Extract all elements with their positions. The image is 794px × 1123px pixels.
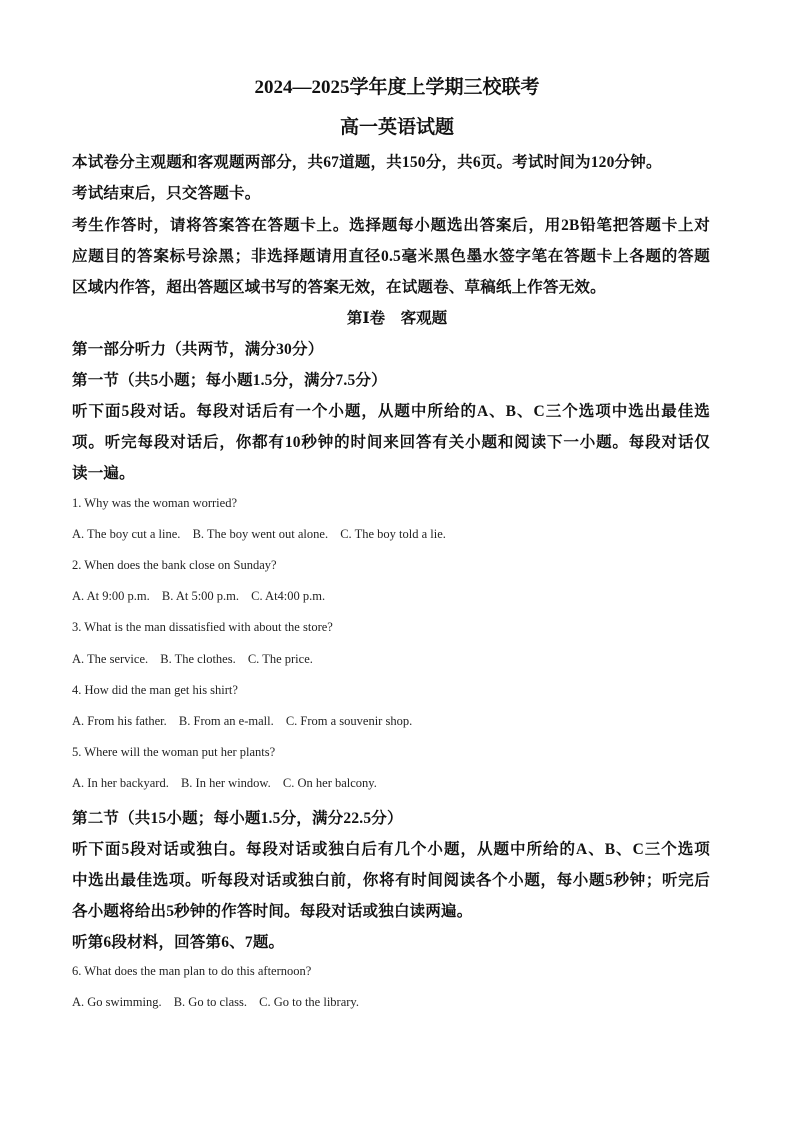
volume-heading: 第Ⅰ卷 客观题 xyxy=(346,310,448,327)
instruction-line-1: 本试卷分主观题和客观题两部分，共67道题，共150分，共6页。考试时间为120分钟。 xyxy=(72,154,662,171)
option-b: B. At 5:00 p.m. xyxy=(161,589,240,603)
exam-subtitle: 高一英语试题 xyxy=(339,117,454,138)
option-a: A. The boy cut a line. xyxy=(72,527,181,541)
section2-directions-line-2: 中选出最佳选项。听每段对话或独白前，你将有时间阅读各个小题，每小题5秒钟；听完后 xyxy=(72,872,710,889)
question-stem: 5. Where will the woman put her plants? xyxy=(72,745,276,759)
option-a: A. Go swimming. xyxy=(72,995,162,1009)
question-options xyxy=(72,714,421,729)
option-c: C. The boy told a lie. xyxy=(340,527,446,541)
option-b: B. From an e-mall. xyxy=(178,714,274,728)
section2-directions-line-3: 各小题将给出5秒钟的作答时间。每段对话或独白读两遍。 xyxy=(72,903,473,920)
section1-directions-line-1: 听下面5段对话。每段对话后有一个小题，从题中所给的A、B、C三个选项中选出最佳选 xyxy=(72,403,710,420)
section1-directions-line-2: 项。听完每段对话后，你都有10秒钟的时间来回答有关小题和阅读下一小题。每段对话仅 xyxy=(72,434,710,451)
question-options xyxy=(72,652,322,667)
option-b: B. Go to class. xyxy=(173,995,247,1009)
option-c: C. The price. xyxy=(247,652,313,666)
section2-heading: 第二节（共15小题；每小题1.5分，满分22.5分） xyxy=(72,810,403,827)
option-b: B. The boy went out alone. xyxy=(192,527,329,541)
section1-heading: 第一节（共5小题；每小题1.5分，满分7.5分） xyxy=(72,372,387,389)
part1-heading: 第一部分听力（共两节，满分30分） xyxy=(72,341,324,358)
exam-title: 2024—2025学年度上学期三校联考 xyxy=(254,77,540,98)
option-a: A. The service. xyxy=(72,652,149,666)
section2-directions-line-1: 听下面5段对话或独白。每段对话或独白后有几个小题，从题中所给的A、B、C三个选项 xyxy=(72,841,710,858)
instruction-line-5: 区域内作答，超出答题区域书写的答案无效，在试题卷、草稿纸上作答无效。 xyxy=(72,279,606,296)
material-heading: 听第6段材料，回答第6、7题。 xyxy=(72,934,285,951)
option-a: A. In her backyard. xyxy=(72,776,169,790)
question-options xyxy=(72,589,334,604)
question-stem: 2. When does the bank close on Sunday? xyxy=(72,558,277,572)
option-c: C. Go to the library. xyxy=(259,995,359,1009)
question-options xyxy=(72,527,455,542)
question-stem: 1. Why was the woman worried? xyxy=(72,496,238,510)
option-a: A. At 9:00 p.m. xyxy=(72,589,150,603)
option-b: B. In her window. xyxy=(180,776,271,790)
instruction-line-4: 应题目的答案标号涂黑；非选择题请用直径0.5毫米黑色墨水签字笔在答题卡上各题的答题 xyxy=(72,248,710,265)
instruction-line-2: 考试结束后，只交答题卡。 xyxy=(72,185,261,202)
option-c: C. From a souvenir shop. xyxy=(285,714,413,728)
question-stem: 6. What does the man plan to do this afternoon? xyxy=(72,964,312,978)
option-a: A. From his father. xyxy=(72,714,167,728)
section1-directions-line-3: 读一遍。 xyxy=(72,465,135,482)
question-stem: 3. What is the man dissatisfied with about the store? xyxy=(72,620,333,634)
question-options xyxy=(72,995,368,1010)
option-c: C. On her balcony. xyxy=(282,776,377,790)
option-b: B. The clothes. xyxy=(160,652,236,666)
option-c: C. At4:00 p.m. xyxy=(251,589,326,603)
question-stem: 4. How did the man get his shirt? xyxy=(72,683,238,697)
instruction-line-3: 考生作答时，请将答案答在答题卡上。选择题每小题选出答案后，用2B铅笔把答题卡上对 xyxy=(72,217,710,234)
question-options xyxy=(72,776,386,791)
